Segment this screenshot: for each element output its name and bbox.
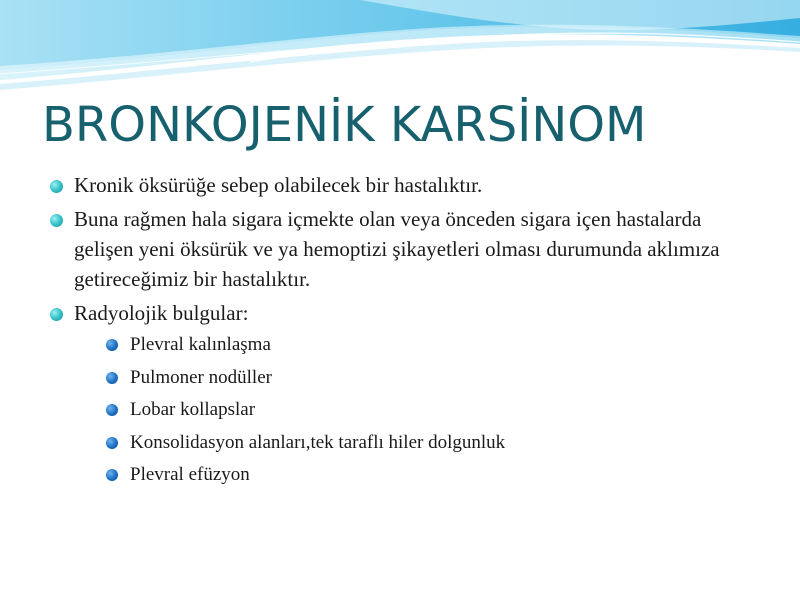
teal-bullet-icon — [50, 180, 63, 193]
blue-bullet-icon — [106, 469, 118, 481]
blue-bullet-icon — [106, 404, 118, 416]
slide-title: BRONKOJENİK KARSİNOM — [42, 97, 647, 153]
sub-bullet-text: Konsolidasyon alanları,tek taraflı hiler dolgunluk — [130, 431, 506, 453]
bullet-text: Kronik öksürüğe sebep olabilecek bir hastalıktır. — [74, 173, 483, 197]
blue-bullet-icon — [106, 339, 118, 351]
sub-bullet-item — [74, 462, 728, 488]
teal-bullet-icon — [50, 308, 63, 321]
sub-bullet-item — [74, 397, 728, 423]
bullet-item — [48, 298, 728, 488]
sub-bullet-text: Plevral efüzyon — [130, 464, 250, 485]
bullet-text: Buna rağmen hala sigara içmekte olan veya önceden sigara içen hastalarda gelişen yeni öksürük ve ya hemoptizi şikayetleri olması durumunda aklımıza getireceğimiz bir hastalıktır. — [74, 207, 720, 291]
bullet-text: Radyolojik bulgular: — [74, 301, 249, 325]
sub-bullet-item — [74, 332, 728, 358]
sub-bullet-list — [74, 332, 728, 488]
blue-bullet-icon — [106, 437, 118, 449]
teal-bullet-icon — [50, 214, 63, 227]
sub-bullet-item — [74, 365, 728, 391]
sub-bullet-item — [74, 430, 728, 456]
sub-bullet-text: Lobar kollapslar — [130, 399, 256, 420]
bullet-item — [48, 204, 728, 294]
bullet-item — [48, 170, 728, 200]
sub-bullet-text: Pulmoner nodüller — [130, 366, 272, 388]
blue-bullet-icon — [106, 372, 118, 384]
sub-bullet-text: Plevral kalınlaşma — [130, 334, 271, 355]
header-wave-decoration — [0, 0, 800, 100]
bullet-list — [48, 170, 728, 495]
